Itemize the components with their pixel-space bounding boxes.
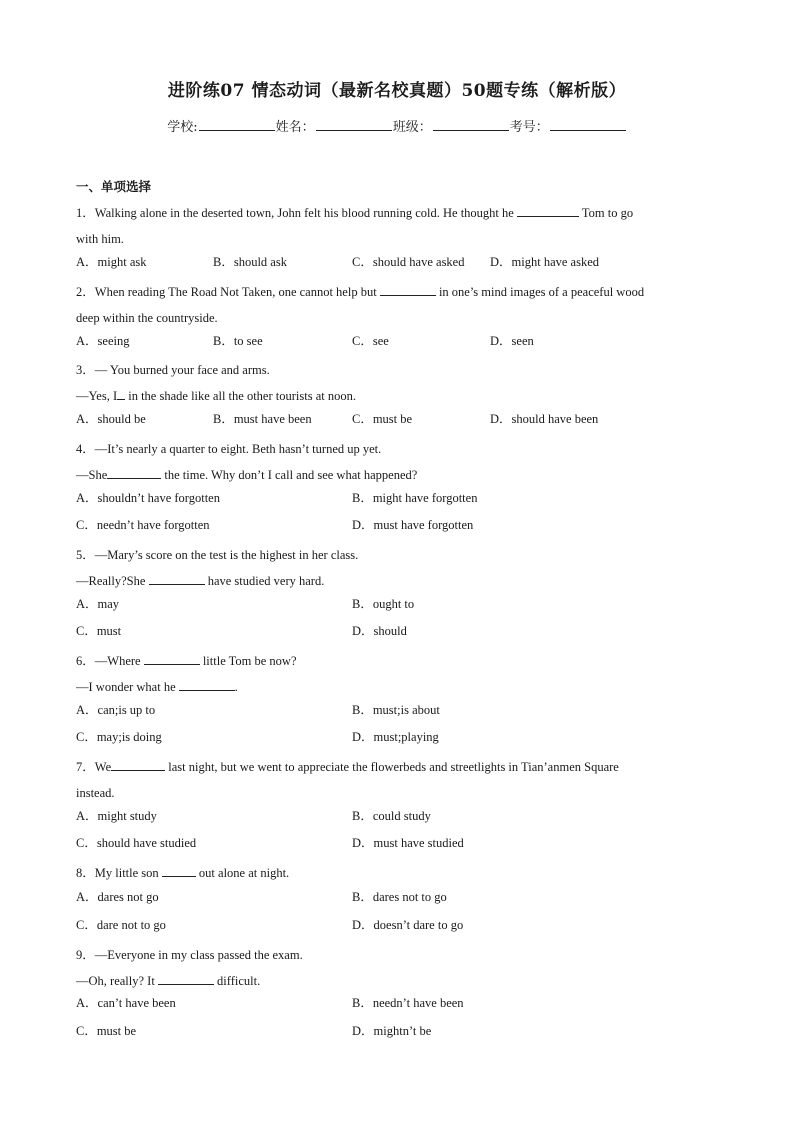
question-stem: .	[234, 680, 238, 694]
option-a[interactable]: A．seeing	[76, 334, 130, 348]
question-1	[76, 200, 716, 252]
question-number: 4．	[76, 442, 95, 456]
option-d[interactable]: D．must have studied	[352, 836, 464, 850]
question-number: 7．	[76, 760, 95, 774]
option-c[interactable]: C．see	[352, 334, 389, 348]
option-d[interactable]: D．doesn’t dare to go	[352, 918, 464, 932]
number-blank[interactable]	[550, 118, 626, 131]
question-stem: little Tom be now?	[199, 654, 297, 668]
question-stem: —Where	[94, 654, 144, 668]
option-a[interactable]: A．might study	[76, 809, 157, 823]
question-number: 8．	[76, 866, 95, 880]
option-b[interactable]: B．ought to	[352, 597, 415, 611]
option-c[interactable]: C．should have asked	[352, 255, 465, 269]
option-d[interactable]: D．might have asked	[490, 255, 600, 269]
question-number: 5．	[76, 548, 95, 562]
name-blank[interactable]	[316, 118, 392, 131]
options-8b	[76, 915, 716, 941]
option-b[interactable]: B．should ask	[213, 255, 287, 269]
option-a[interactable]: A．dares not go	[76, 890, 159, 904]
question-stem-cont: deep within the countryside.	[76, 311, 218, 325]
answer-blank	[380, 281, 436, 296]
options-2	[76, 331, 716, 357]
section-heading: 一、单项选择	[76, 179, 152, 194]
option-a[interactable]: A．might ask	[76, 255, 147, 269]
option-d[interactable]: D．seen	[490, 334, 534, 348]
options-8	[76, 887, 716, 913]
option-c[interactable]: C．may;is doing	[76, 730, 162, 744]
options-7	[76, 806, 716, 832]
option-b[interactable]: B．could study	[352, 809, 431, 823]
question-stem: —Really?She	[76, 574, 149, 588]
question-number: 1．	[76, 206, 95, 220]
school-blank[interactable]	[199, 118, 275, 131]
answer-blank	[117, 385, 125, 400]
question-stem: —Oh, really? It	[76, 974, 158, 988]
option-b[interactable]: B．might have forgotten	[352, 491, 478, 505]
question-stem: Walking alone in the deserted town, John felt his blood running cold. He thought he	[94, 206, 514, 220]
document-title: 进阶练07 情态动词（最新名校真题）50题专练（解析版）	[167, 81, 627, 101]
question-stem: —It’s nearly a quarter to eight. Beth hasn’t turned up yet.	[94, 442, 382, 456]
name-label: 姓名：	[275, 120, 315, 135]
question-5	[76, 542, 716, 594]
question-number: 3．	[76, 363, 95, 377]
question-stem: When reading The Road Not Taken, one cannot help but	[94, 285, 377, 299]
question-stem: —Everyone in my class passed the exam.	[94, 948, 303, 962]
option-c[interactable]: C．must be	[76, 1024, 137, 1038]
question-4	[76, 436, 716, 488]
option-b[interactable]: B．must;is about	[352, 703, 440, 717]
question-stem: —Yes, I	[76, 389, 118, 403]
question-stem: last night, but we went to appreciate the flowerbeds and streetlights in Tian’anmen Square	[165, 760, 619, 774]
answer-blank	[107, 464, 161, 479]
option-a[interactable]: A．should be	[76, 412, 146, 426]
question-stem-cont: instead.	[76, 786, 115, 800]
answer-blank	[149, 570, 205, 585]
question-number: 6．	[76, 654, 95, 668]
option-c[interactable]: C．needn’t have forgotten	[76, 518, 210, 532]
question-stem: —Mary’s score on the test is the highest in her class.	[94, 548, 359, 562]
option-d[interactable]: D．should have been	[490, 412, 599, 426]
option-a[interactable]: A．can;is up to	[76, 703, 156, 717]
question-7	[76, 754, 716, 806]
answer-blank	[179, 676, 235, 691]
option-b[interactable]: B．must have been	[213, 412, 312, 426]
option-c[interactable]: C．must be	[352, 412, 413, 426]
option-d[interactable]: D．must have forgotten	[352, 518, 474, 532]
class-blank[interactable]	[433, 118, 509, 131]
answer-blank	[144, 650, 200, 665]
options-4	[76, 488, 716, 514]
option-a[interactable]: A．can’t have been	[76, 996, 176, 1010]
question-stem: Tom to go	[581, 206, 634, 220]
option-b[interactable]: B．dares not to go	[352, 890, 447, 904]
question-stem: difficult.	[213, 974, 261, 988]
school-label: 学校:	[167, 120, 198, 135]
option-d[interactable]: D．must;playing	[352, 730, 439, 744]
options-5	[76, 594, 716, 620]
option-c[interactable]: C．must	[76, 624, 122, 638]
option-a[interactable]: A．may	[76, 597, 120, 611]
question-2	[76, 279, 716, 331]
options-6b	[76, 727, 716, 753]
question-stem: in the shade like all the other tourists at noon.	[125, 389, 356, 403]
question-stem: have studied very hard.	[204, 574, 325, 588]
option-a[interactable]: A．shouldn’t have forgotten	[76, 491, 220, 505]
answer-blank	[517, 202, 579, 217]
question-6	[76, 648, 716, 700]
question-3	[76, 357, 716, 409]
option-b[interactable]: B．needn’t have been	[352, 996, 464, 1010]
question-number: 9．	[76, 948, 95, 962]
options-9	[76, 993, 716, 1019]
answer-blank	[162, 862, 196, 877]
option-d[interactable]: D．should	[352, 624, 407, 638]
question-8	[76, 860, 716, 886]
question-stem: — You burned your face and arms.	[94, 363, 270, 377]
question-9	[76, 942, 716, 994]
question-stem: We	[94, 760, 112, 774]
options-6	[76, 700, 716, 726]
student-info-line	[0, 116, 794, 135]
question-stem: —She	[76, 468, 108, 482]
question-stem: My little son	[94, 866, 162, 880]
options-1	[76, 252, 716, 278]
options-4b	[76, 515, 716, 541]
question-stem: in one’s mind images of a peaceful wood	[438, 285, 645, 299]
question-number: 2．	[76, 285, 95, 299]
options-3	[76, 409, 716, 435]
question-stem: the time. Why don’t I call and see what happened?	[161, 468, 418, 482]
option-b[interactable]: B．to see	[213, 334, 263, 348]
options-7b	[76, 833, 716, 859]
answer-blank	[158, 970, 214, 985]
class-label: 班级：	[392, 120, 432, 135]
option-c[interactable]: C．dare not to go	[76, 918, 166, 932]
answer-blank	[111, 756, 165, 771]
number-label: 考号：	[509, 120, 549, 135]
question-stem: out alone at night.	[195, 866, 290, 880]
question-stem-cont: with him.	[76, 232, 124, 246]
option-d[interactable]: D．mightn’t be	[352, 1024, 432, 1038]
options-5b	[76, 621, 716, 647]
option-c[interactable]: C．should have studied	[76, 836, 197, 850]
options-9b	[76, 1021, 716, 1047]
question-stem: —I wonder what he	[76, 680, 179, 694]
